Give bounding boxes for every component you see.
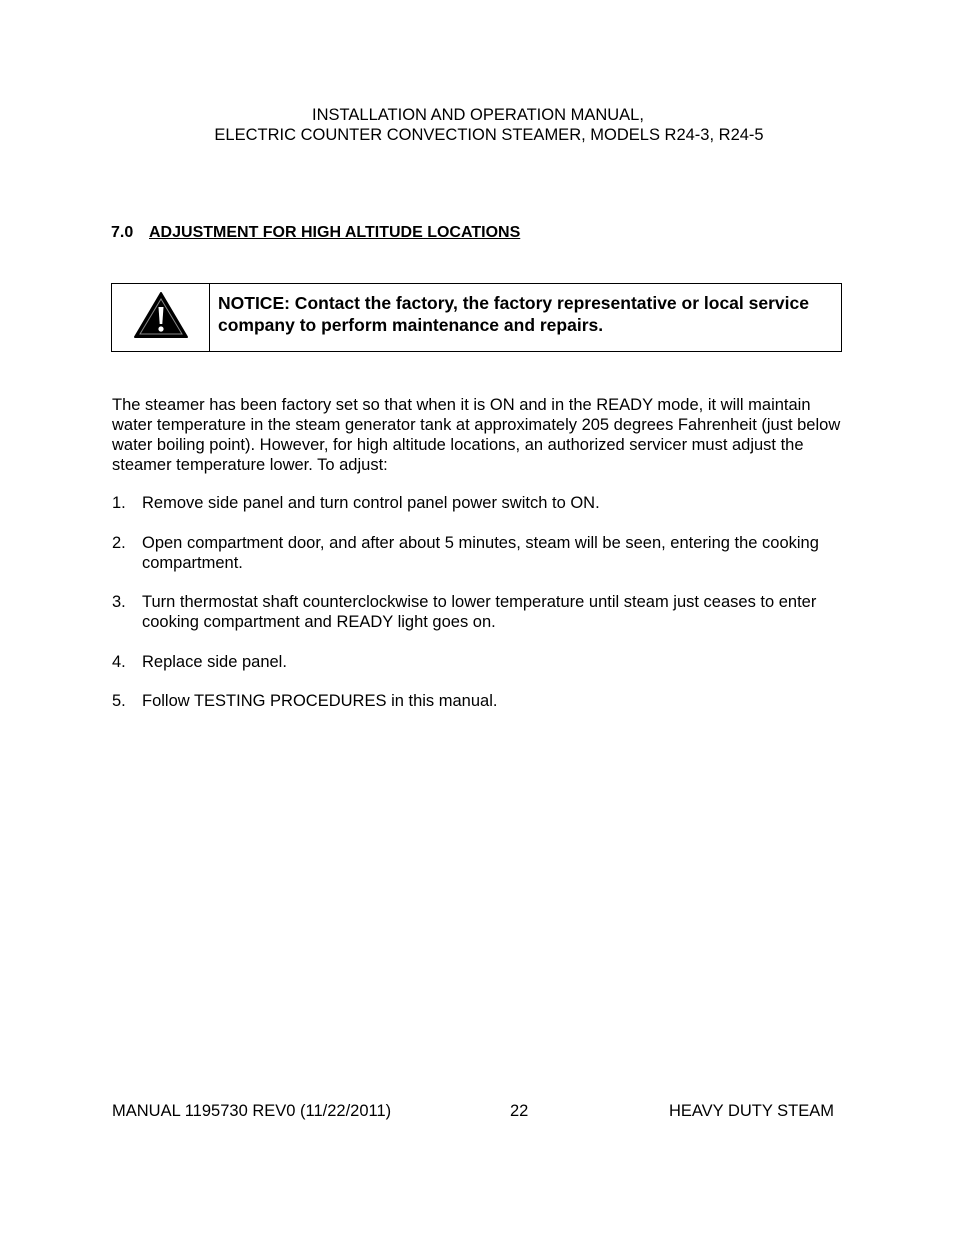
step-number: 1. bbox=[112, 494, 126, 512]
step-number: 3. bbox=[112, 593, 126, 611]
header-line-2: ELECTRIC COUNTER CONVECTION STEAMER, MODELS R24-3, R24-5 bbox=[214, 126, 764, 144]
footer-manual-id: MANUAL 1195730 REV0 (11/22/2011) bbox=[112, 1102, 392, 1120]
list-item bbox=[112, 592, 832, 632]
list-item bbox=[112, 652, 832, 672]
header-line-1: INSTALLATION AND OPERATION MANUAL, bbox=[312, 106, 644, 124]
notice-icon-cell bbox=[112, 284, 210, 351]
list-item bbox=[112, 691, 832, 711]
notice-text: NOTICE: Contact the factory, the factory representative or local service company to perform maintenance and repairs. bbox=[218, 293, 809, 335]
step-text: Replace side panel. bbox=[142, 653, 287, 671]
steps-list bbox=[112, 493, 832, 711]
list-item bbox=[112, 533, 832, 573]
step-text: Open compartment door, and after about 5 minutes, steam will be seen, entering the cooking compartment. bbox=[142, 534, 819, 572]
page-number: 22 bbox=[510, 1102, 529, 1120]
page-footer bbox=[112, 1102, 834, 1124]
notice-box bbox=[111, 283, 842, 352]
list-item bbox=[112, 493, 832, 513]
step-text: Follow TESTING PROCEDURES in this manual. bbox=[142, 692, 498, 710]
footer-product-line: HEAVY DUTY STEAM bbox=[668, 1102, 834, 1120]
step-number: 2. bbox=[112, 534, 126, 552]
section-heading bbox=[111, 224, 520, 242]
step-text: Remove side panel and turn control panel power switch to ON. bbox=[142, 494, 600, 512]
section-number: 7.0 bbox=[111, 224, 134, 241]
warning-triangle-icon bbox=[132, 290, 190, 345]
step-text: Turn thermostat shaft counterclockwise to lower temperature until steam just ceases to enter cooking compartment and READY light goes on. bbox=[142, 593, 817, 631]
body-paragraph: The steamer has been factory set so that when it is ON and in the READY mode, it will maintain water temperature in the steam generator tank at approximately 205 degrees Fahrenheit (just below water boiling point). However, for high altitude locations, an authorized servicer must adjust the steamer temperature lower. To adjust: bbox=[112, 396, 841, 474]
section-title: ADJUSTMENT FOR HIGH ALTITUDE LOCATIONS bbox=[149, 224, 521, 241]
step-number: 4. bbox=[112, 653, 126, 671]
document-header bbox=[0, 105, 954, 145]
step-number: 5. bbox=[112, 692, 126, 710]
